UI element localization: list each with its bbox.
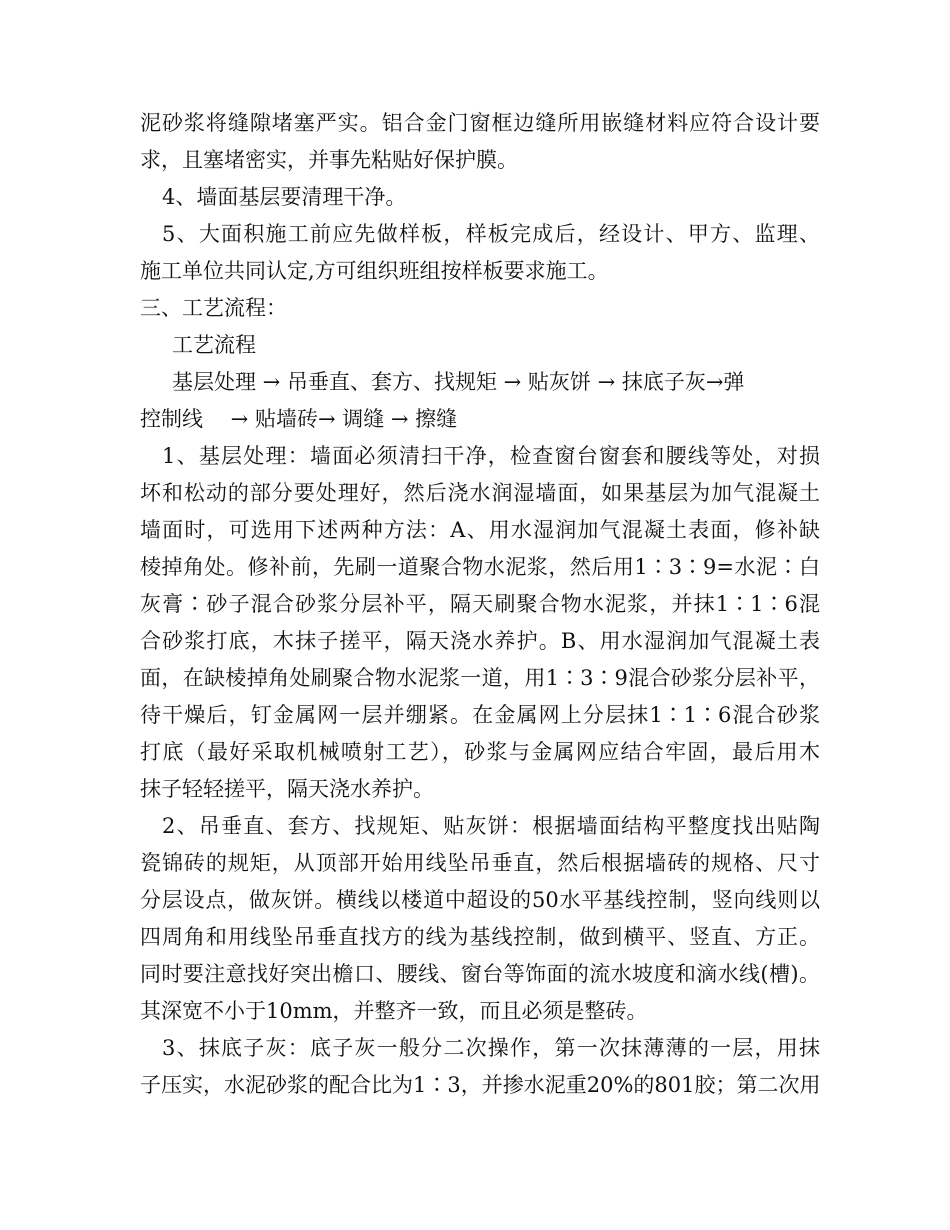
text-line: 4、墙面基层要清理干净。 xyxy=(162,185,407,209)
section-heading: 三、工艺流程： xyxy=(140,296,287,320)
text-line: 待干燥后，钉金属网一层并绷紧。在金属网上分层抹1∶1∶6混合砂浆 xyxy=(140,703,820,727)
text-line: 墙面时，可选用下述两种方法：A、用水湿润加气混凝土表面，修补缺 xyxy=(140,518,820,542)
text-line: 5、大面积施工前应先做样板，样板完成后，经设计、甲方、监理、 xyxy=(162,222,820,246)
text-line: 2、吊垂直、套方、找规矩、贴灰饼：根据墙面结构平整度找出贴陶 xyxy=(162,814,820,838)
text-line: 3、抹底子灰：底子灰一般分二次操作，第一次抹薄薄的一层，用抹 xyxy=(162,1036,820,1060)
text-line: 同时要注意找好突出檐口、腰线、窗台等饰面的流水坡度和滴水线(槽)。 xyxy=(140,962,820,986)
text-line: 1、基层处理：墙面必须清扫干净，检查窗台窗套和腰线等处，对损 xyxy=(162,444,820,468)
text-line: 合砂浆打底，木抹子搓平，隔天浇水养护。B、用水湿润加气混凝土表 xyxy=(140,629,820,653)
process-flow-line: 基层处理 → 吊垂直、套方、找规矩 → 贴灰饼 → 抹底子灰→弹 xyxy=(172,370,745,394)
text-line: 面，在缺棱掉角处刷聚合物水泥浆一道，用1∶3∶9混合砂浆分层补平， xyxy=(140,666,820,690)
text-line: 其深宽不小于10mm，并整齐一致，而且必须是整砖。 xyxy=(140,999,648,1023)
text-line: 打底（最好采取机械喷射工艺），砂浆与金属网应结合牢固，最后用木 xyxy=(140,740,820,764)
text-line: 施工单位共同认定,方可组织班组按样板要求施工。 xyxy=(140,259,609,283)
text-line: 棱掉角处。修补前，先刷一道聚合物水泥浆，然后用1∶3∶9=水泥∶白 xyxy=(140,555,820,579)
text-line: 灰膏∶砂子混合砂浆分层补平，隔天刷聚合物水泥浆，并抹1∶1∶6混 xyxy=(140,592,820,616)
text-line: 泥砂浆将缝隙堵塞严实。铝合金门窗框边缝所用嵌缝材料应符合设计要 xyxy=(140,111,820,135)
text-line: 瓷锦砖的规矩，从顶部开始用线坠吊垂直，然后根据墙砖的规格、尺寸 xyxy=(140,851,820,875)
text-line: 坏和松动的部分要处理好，然后浇水润湿墙面，如果基层为加气混凝土 xyxy=(140,481,820,505)
text-line: 求，且塞堵密实，并事先粘贴好保护膜。 xyxy=(140,148,518,172)
process-flow-line: 控制线 → 贴墙砖→ 调缝 → 擦缝 xyxy=(140,407,458,431)
text-line: 工艺流程 xyxy=(172,333,256,357)
text-line: 四周角和用线坠吊垂直找方的线为基线控制，做到横平、竖直、方正。 xyxy=(140,925,820,949)
text-line: 抹子轻轻搓平，隔天浇水养护。 xyxy=(140,777,434,801)
text-line: 分层设点，做灰饼。横线以楼道中超设的50水平基线控制，竖向线则以 xyxy=(140,888,820,912)
text-line: 子压实，水泥砂浆的配合比为1∶3，并掺水泥重20%的801胶；第二次用 xyxy=(140,1073,821,1097)
